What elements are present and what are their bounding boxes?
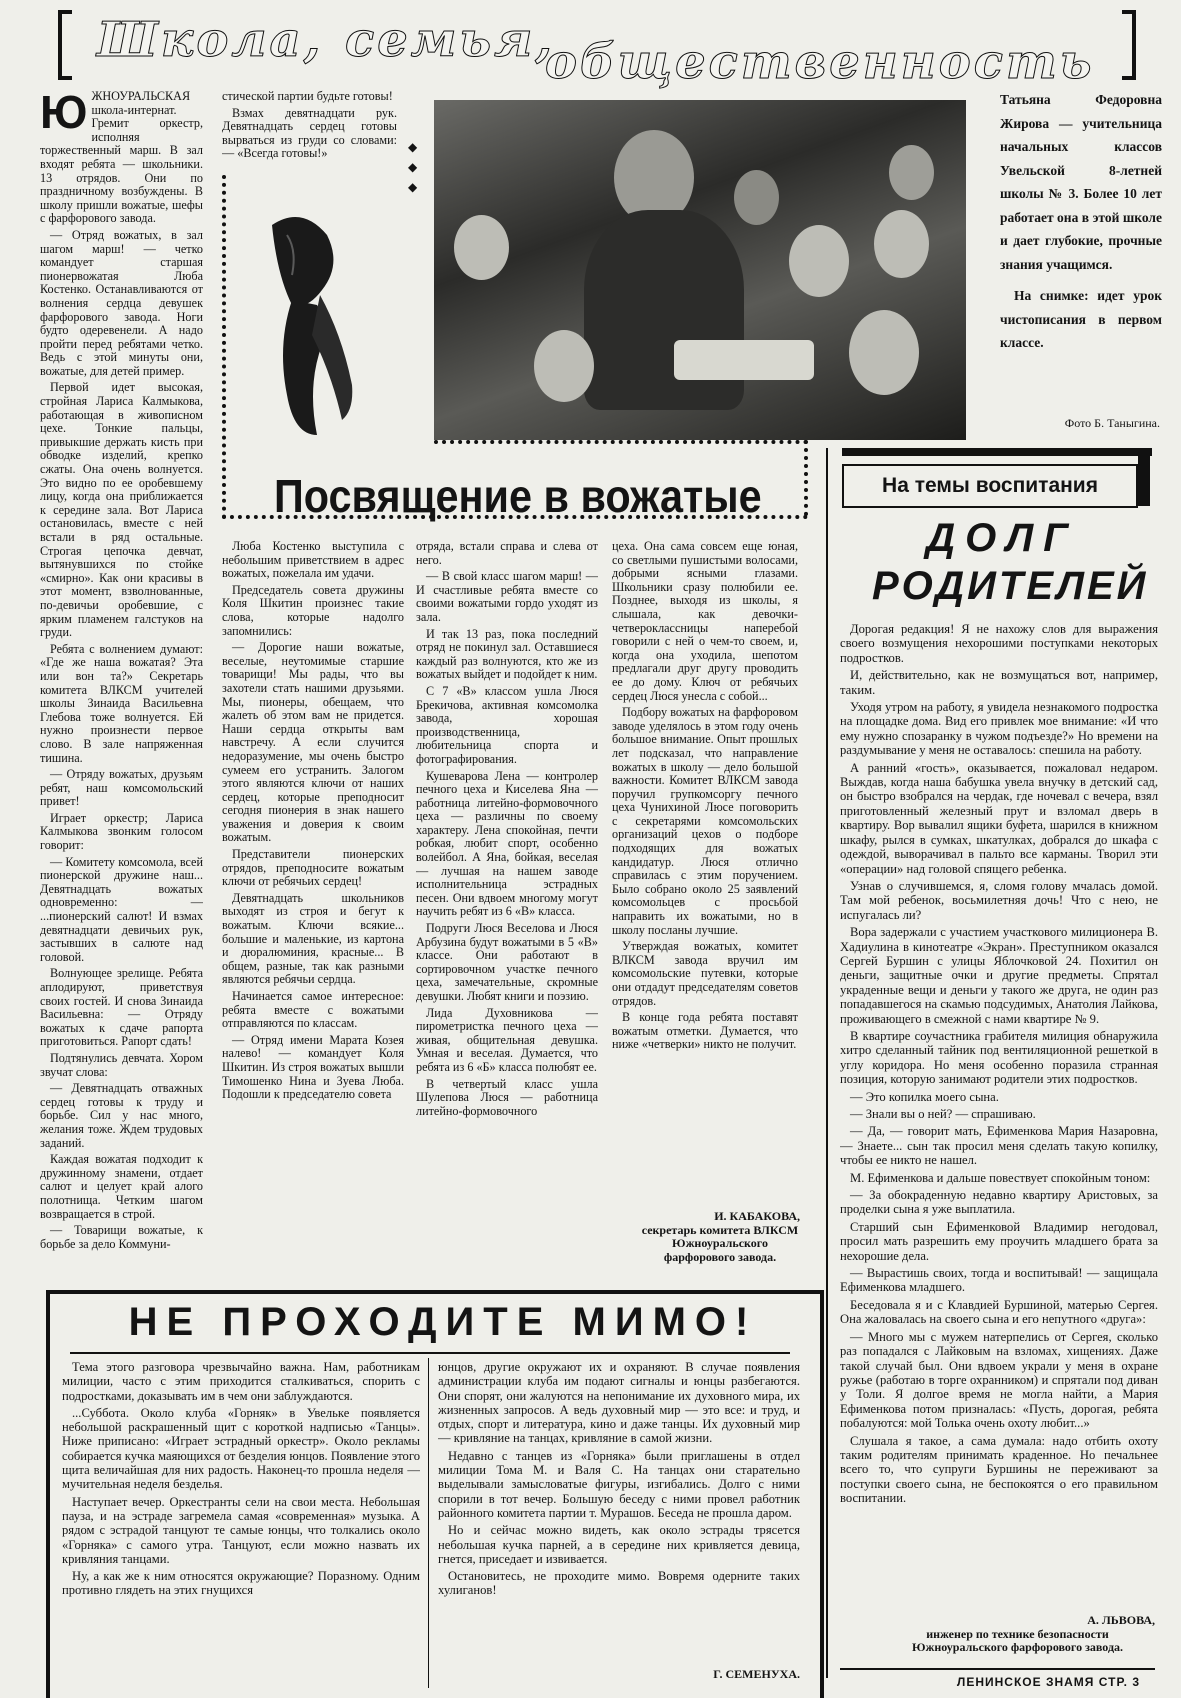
star-ornament: ◆ <box>408 140 418 154</box>
paragraph: Беседовала я и с Клавдией Буршиной, матерью Сергея. Она жаловалась на своего сына и его непутного «друга»: <box>840 1297 1158 1327</box>
headline-frame-top <box>434 440 808 444</box>
paragraph: Подруги Люся Веселова и Люся Арбузина будут вожатыми в 5 «В» классе. Они работают в сортировочном участке печного цеха, замечательные, скромные девушки. Любят книги и поэзию. <box>416 921 598 1003</box>
paragraph: Каждая вожатая подходит к дружинному знамени, отдает салют и целует край алого полотнища. Четким шагом возвращается в строй. <box>40 1152 203 1221</box>
dropcap: Ю <box>40 90 88 138</box>
paragraph: — Вырастишь своих, тогда и воспитывай! — защищала Ефименкова младшего. <box>840 1266 1158 1295</box>
paragraph: Подтянулись девчата. Хором звучат слова: <box>40 1050 203 1079</box>
paragraph: И, действительно, как не возмущаться вот, например, таким. <box>840 668 1158 697</box>
classroom-photo <box>434 100 966 440</box>
article2-column <box>840 622 1158 1612</box>
paragraph: Люба Костенко выступила с небольшим приветствием в адрес вожатых, пожелала им удачи. <box>222 540 404 581</box>
paragraph: М. Ефименкова и дальше повествует спокойным тоном: <box>850 1170 1151 1185</box>
paragraph: Наступает вечер. Оркестранты сели на свои места. Небольшая пауза, и на эстраде загремела самая «современная» музыка. А рядом с эстрадой танцуют те самые юнцы, что толкались около «Горняка» с самого утра. Танцуют, если можно назвать их кривляния танцами. <box>62 1494 420 1566</box>
masthead-word-society: общественность <box>545 34 1095 90</box>
signature-role: секретарь комитета ВЛКСМ Южноуральского фарфорового завода. <box>641 1222 799 1264</box>
article1-column-4 <box>612 540 798 1210</box>
masthead-bracket-right <box>1122 10 1136 80</box>
paragraph: Волнующее зрелище. Ребята аплодируют, приветствуя своих гостей. И снова Зинаида Васильевна: — Отряду вожатых к сдаче рапорта приготовиться. Рапорт сдать! <box>40 966 203 1049</box>
headline-underline <box>70 1352 790 1354</box>
paragraph: Слушала я такое, а сама думала: надо отбить охоту таким родителям принимать краденное. Но печальнее всего то, что супруги Буршины не переживают за поступки своего сына, не беспокоятся о его правильном воспитании. <box>840 1433 1158 1506</box>
paragraph: Подбору вожатых на фарфоровом заводе уделялось в этом году очень большое внимание. Опыт прошлых лет подсказал, что направление вожатых в школу — дело большой важности. Комитет ВЛКСМ завода поручил групкомсоргу печного цеха Чунихиной Люсе поговорить с секретарями комсомольских организаций цехов о подборе подходящих для вожатых кандидатур. Люся отлично справилась с этим поручением. Было собрано около 25 заявлений комсомольцев с просьбой направить их вожатыми, но в школу посланы лучшие. <box>612 705 798 937</box>
paragraph: Старший сын Ефименковой Владимир негодовал, просил мать разрешить ему проучить младшего брата за нехорошие дела. <box>840 1219 1158 1263</box>
caption-note: На снимке: идет урок чистописания в первом классе. <box>1000 288 1162 350</box>
paragraph: Представители пионерских отрядов, преподносите вожатым ключи от ребячьих сердец! <box>222 847 404 889</box>
paragraph: А ранний «гость», оказывается, пожаловал недаром. Выждав, когда наша бабушка увела внучку в детский сад, он быстро взобрался на чердак, где ночевал с вечера, взял приготовленный железный прут и взломал дверь в квартиру. Вор вывалил ящики буфета, шарился в книжном шкафу, рылся в сумках, шкатулках, добрался до шкафа с одеждой, выворачивал в пальто все карманы. Творил эти «операции» над головой спящего ребенка. <box>840 760 1158 876</box>
paragraph: Уходя утром на работу, я увидела незнакомого подростка на площадке дома. Вид его привлек мое внимание: «И что ему нужно спозаранку в чужом подъезде?» Но времени на раздумывание у меня не оставалось: спешила на работу. <box>840 700 1158 758</box>
masthead-word-family: семья, <box>345 12 555 68</box>
paragraph: С 7 «В» классом ушла Люся Брекичова, активная комсомолка завода, хорошая производственница, любительница спорта и фотографирования. <box>416 683 598 766</box>
paragraph: Девятнадцать школьников выходят из строя и бегут к вожатым. Ключи всякие... большие и маленькие, из картона и дюралюминия, красные... В общем, разные, так как разными являются ребячьи сердца. <box>222 890 404 987</box>
paragraph: Остановитесь, не проходите мимо. Вовремя одерните таких хулиганов! <box>438 1569 800 1598</box>
article1-column-1 <box>40 90 203 1285</box>
paragraph: — За обокраденную недавно квартиру Аристовых, за проделки сына я уже выплатила. <box>840 1188 1158 1217</box>
footer-rule <box>840 1668 1155 1670</box>
paragraph: Дорогая редакция! Я не нахожу слов для выражения своего возмущения нехорошими поступками некоторых подростков. <box>840 622 1158 665</box>
paragraph: — Отряду вожатых, друзьям ребят, наш комсомольский привет! <box>40 767 203 809</box>
rubric: На темы воспитания <box>842 464 1138 508</box>
paragraph: цеха. Она сама совсем еще юная, со светлыми пушистыми волосами, добрыми ясными глазами. Школьники сразу полюбили ее. Позднее, выходя из школы, я слышала, как девочки-четвероклассницы наперебой говорили с ней о чем-то своем, и, когда она уходила, шепотом предлагали друг другу проводить ее до дому. Ключ от ребячьих сердец Люся унесла с собой... <box>612 540 798 703</box>
paragraph: Лида Духовникова — пирометристка печного цеха — живая, общительная девушка. Умная и веселая. Думается, что ребята из 6 «Б» класса полюбят ее. <box>416 1005 598 1074</box>
signature-name: И. КАБАКОВА, <box>714 1209 800 1223</box>
signature-name: А. ЛЬВОВА, <box>1087 1613 1155 1627</box>
rubric-side <box>1138 448 1150 506</box>
article3-column-1 <box>62 1360 420 1690</box>
pioneer-tie-illustration <box>232 195 382 445</box>
star-ornament: ◆ <box>408 160 418 174</box>
photo-caption <box>1000 88 1162 355</box>
paragraph: Тема этого разговора чрезвычайно важна. Нам, работникам милиции, часто с этим приходится сталкиваться, спорить с подростками, доказывать им в чем они заблуждаются. <box>62 1360 420 1403</box>
article1-signature <box>640 1210 800 1264</box>
paragraph: Вора задержали с участием участкового милиционера В. Хадиулина в кинотеатре «Экран». Преступником оказался Сергей Буршин с улицы Яблочковой 24. Похитил он деньги, защитные очки и другие предметы. Спрятал украденные вещи и деньги у такого же друга, не один раз попадавшегося на скамью подсудимых, Анатолия Лайкова, проживающего в смежной с нами квартире № 9. <box>840 925 1158 1026</box>
article3-signature: Г. СЕМЕНУХА. <box>713 1667 800 1681</box>
paragraph: Недавно с танцев из «Горняка» были приглашены в отдел милиции Тома М. и Валя С. На танцах они старательно выделывали замысловатые фигуры, изгибались. Долго с ними спорили в тот вечер. Большую беседу с ними провел работник районного комитета партии т. Мурашов. Беседа не прошла даром. <box>438 1448 800 1520</box>
headline-line-1: ДОЛГ <box>926 516 1078 560</box>
paragraph: — Товарищи вожатые, к борьбе за дело Коммуни- <box>40 1223 203 1251</box>
rubric-bar <box>842 448 1152 456</box>
paragraph: Взмах девятнадцати рук. Девятнадцать сердец готовы вырваться из груди со словами: — «Всегда готовы!» <box>222 105 397 161</box>
caption-lead: Татьяна Федоровна Жирова — учительница начальных классов Увельской 8-летней школы № 3. Более 10 лет работает она в этой школе и дает глубокие, прочные знания учащимся. <box>1000 92 1162 272</box>
article1-column-3 <box>416 540 598 1285</box>
headline-frame-right <box>804 440 808 516</box>
paragraph: — Отряд вожатых, в зал шагом марш! — четко командует старшая пионервожатая Люба Костенко. Останавливаются от волнения сердца девушек фарфорового завода. Ноги будто одеревенели. А надо пройти перед ребятами четко. Ведь с этой минуты они, вожатые, для детей пример. <box>40 227 203 378</box>
headline-line-2: РОДИТЕЛЕЙ <box>872 564 1149 608</box>
paragraph: Начинается самое интересное: ребята вместе с вожатыми отправляются по классам. <box>222 989 404 1031</box>
article2-signature <box>880 1614 1155 1655</box>
paragraph: Но и сейчас можно видеть, как около эстрады трясется небольшая кучка парней, а в середине них кривляется девица, гнется, приседает и извивается. <box>438 1523 800 1566</box>
paragraph: стической партии будьте готовы! <box>222 90 393 103</box>
paragraph: Ребята с волнением думают: «Где же наша вожатая? Эта или вон та?» Секретарь комитета ВЛКСМ учителей школы Зинаида Васильевна Глебова тоже волнуется. Ей нужно произнести первое слово. В зале напряженная тишина. <box>40 641 203 765</box>
masthead-word-school: Школа, <box>97 12 324 68</box>
masthead <box>55 4 1130 90</box>
paragraph: отряда, встали справа и слева от него. <box>416 540 598 567</box>
article1-column-2 <box>222 540 404 1285</box>
paragraph: Играет оркестр; Лариса Калмыкова звонким голосом говорит: <box>40 810 203 853</box>
paragraph: — Знали вы о ней? — спрашиваю. <box>850 1107 1036 1121</box>
article1-lead: ЖНОУРАЛЬСКАЯ школа-интернат. Гремит оркестр, исполняя торжественный марш. В зал входят ребята — школьники. 13 отрядов. Они по праздничному возбуждены. В школу пришли вожатые, шефы с фарфорового завода. <box>40 90 203 226</box>
paragraph: — Это копилка моего сына. <box>850 1089 999 1104</box>
article2-headline <box>872 514 1149 610</box>
signature-role: инженер по технике безопасности Южноуральского фарфорового завода. <box>911 1626 1124 1654</box>
paragraph: Председатель совета дружины Коля Шкитин произнес такие слова, которые надолго запомнились: <box>222 582 404 638</box>
article3-headline: НЕ ПРОХОДИТЕ МИМО! <box>128 1300 758 1344</box>
page-footer: ЛЕНИНСКОЕ ЗНАМЯ СТР. 3 <box>956 1675 1140 1689</box>
photo-credit: Фото Б. Таныгина. <box>1064 416 1160 430</box>
paragraph: — Дорогие наши вожатые, веселые, неутомимые старшие товарищи! Мы рады, что вы захотели стать нашими друзьями. Мы, пионеры, обещаем, что жалеть об этом вам не придется. Наши сердца открыты вам навстречу. А если случится недоразумение, мы очень быстро сумеем его устранить. Залогом этого являются ключи от наших сердец, которые преподносит сегодня пионерия в знак нашего уважения и доверия к своим вожатым. <box>222 640 404 845</box>
column-divider <box>826 448 828 1678</box>
article1-headline: Посвящение в вожатые <box>274 470 762 522</box>
paragraph: юнцов, другие окружают их и охраняют. В случае появления администрации клуба им подают сигналы и юнцы разбегаются. Они спорят, они жалуются на непонимание их духовного мира, их жизненных запросов. А ведь духовный мир — это все: и труд, и отдых, спорт и литература, кино и даже танцы. Их духовный мир — кривляние на танцах, кривляние в самой жизни. <box>438 1360 800 1446</box>
paragraph: Первой идет высокая, стройная Лариса Калмыкова, работающая в живописном цехе. Тонкие пальцы, привыкшие держать кисть при обводке изделий, крепко сжаты. Она очень волнуется. Это видно по ее оробевшему лицу, когда она приближается к середине зала. Вот Лариса остановилась, вместе с ней встали в ряд остальные. Строгая цепочка девчат, вытянувшихся по стойке «смирно». Как они красивы в этот момент, взволнованные, по-девичьи оробевшие, с ярким пламенем галстуков на груди. <box>40 380 203 640</box>
paragraph: Узнав о случившемся, я, сломя голову мчалась домой. Там мой ребенок, восьмилетняя дочь! Что с нею, не испугалась ли? <box>840 878 1158 922</box>
paragraph: — В свой класс шагом марш! — И счастливые ребята вместе со своими вожатыми гордо уходят из зала. <box>416 569 598 624</box>
paragraph: — Много мы с мужем натерпелись от Сергея, сколько раз попадался с Лайковым на взломах, хищениях. Даже такой случай был. Они вдвоем украли у меня в охране ружье (работаю в торге охранником) и спрятали под диван у Толи. Я долгое время не могла найти, а Мария Ефименкова потом призналась: «Пусть, дорогая, ребята побалуются: мой Толька очень охоту любит...» <box>840 1329 1158 1431</box>
paragraph: Кушеварова Лена — контролер печного цеха и Киселева Яна — работница литейно-формовочного цеха — различны по своему характеру. Лена спокойная, печти робкая, любит спорт, особенно волейбол. А Яна, бойкая, веселая — лучшая на нашем заводе исполнительница эстрадных песен. Они вдвоем многому могут научить ребят из 6 «В» класса. <box>416 768 598 919</box>
star-ornament: ◆ <box>408 180 418 194</box>
column-divider <box>428 1358 429 1688</box>
paragraph: В конце года ребята поставят вожатым отметки. Думается, что ниже «четверки» никто не получит. <box>612 1010 798 1052</box>
paragraph: — Девятнадцать отважных сердец готовы к труду и борьбе. Сил у нас много, желания тоже. Ждем трудовых заданий. <box>40 1081 203 1150</box>
paragraph: — Комитету комсомола, всей пионерской дружине наш... Девятнадцать вожатых одновременно: — ...пионерский салют! И взмах девятнадцати девичьих рук, застывших в салюте над головой. <box>40 854 203 964</box>
paragraph: ...Суббота. Около клуба «Горняк» в Увельке появляется небольшой раскрашенный щит с короткой надписью «Танцы». Ниже приписано: «Играет эстрадный оркестр». Около рекламы собирается кучка маяющихся от безделия юнцов. Появление этого щита величайшая для них радость. Наконец-то прошла неделя — мучительная неделя безделья. <box>62 1405 420 1492</box>
paragraph: Утверждая вожатых, комитет ВЛКСМ завода вручил им комсомольские путевки, которые они отдадут председателям советов отрядов. <box>612 939 798 1008</box>
paragraph: В четвертый класс ушла Шулепова Люся — работница литейно-формовочного <box>416 1076 598 1118</box>
article3-column-2 <box>438 1360 800 1665</box>
paragraph: Ну, а как же к ним относятся окружающие? Поразному. Одним противно глядеть на этих гнущихся <box>62 1569 420 1598</box>
paragraph: — Отряд имени Марата Козея налево! — командует Коля Шкитин. Из строя вожатых вышли Тимошенко Нина и Зуева Люба. Подошли к председателю совета <box>222 1032 404 1102</box>
paragraph: — Да, — говорит мать, Ефименкова Мария Назаровна, — Знаете... сын так просил меня сделать такую копилку, чтобы ее никто не нашел. <box>840 1124 1158 1168</box>
paragraph: В квартире соучастника грабителя милиция обнаружила хитро сделанный тайник под вентиляционной решеткой в углу коридора. Но меня особенно поразила странная позиция, которую занимают родители этих подростков. <box>840 1028 1158 1087</box>
paragraph: И так 13 раз, пока последний отряд не покинул зал. Оставшиеся каждый раз волнуются, кто же из вожатых выйдет и подойдет к ним. <box>416 626 598 682</box>
